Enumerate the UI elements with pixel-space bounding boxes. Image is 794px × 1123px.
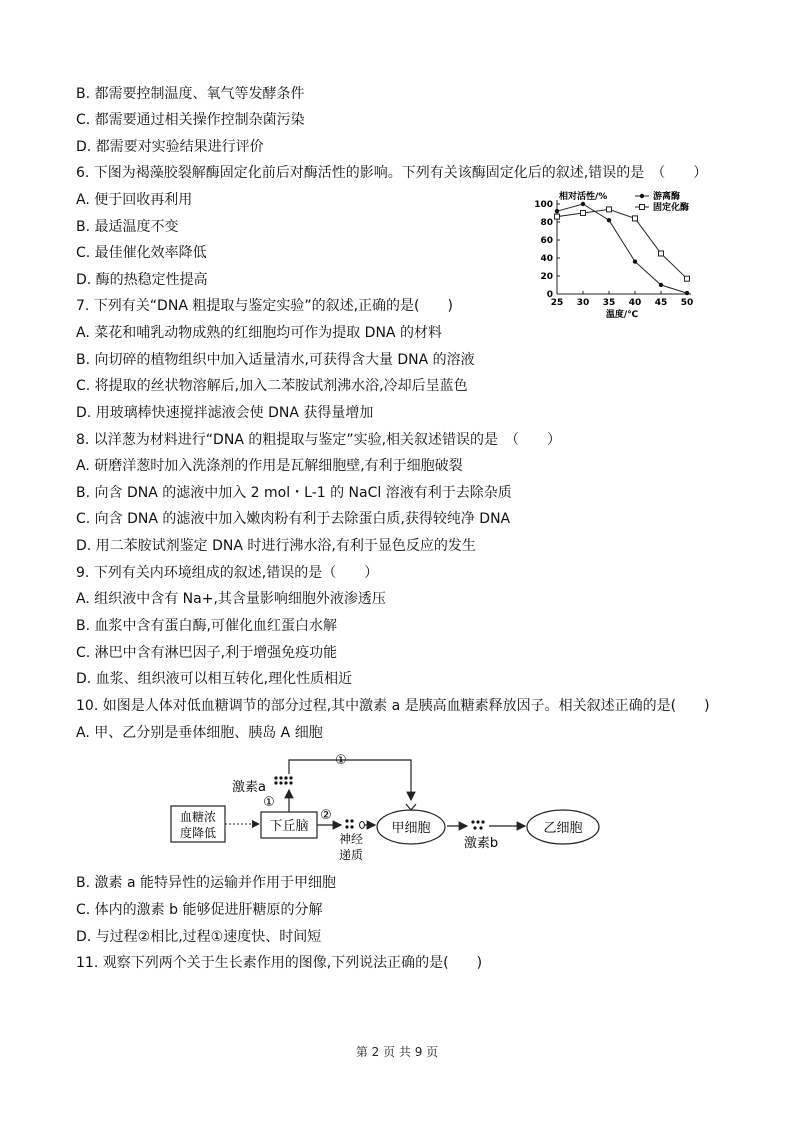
process-2-label: ②	[320, 808, 332, 823]
text-line: B. 激素 a 能特异性的运输并作用于甲细胞	[76, 875, 336, 891]
text-line: C. 都需要通过相关操作控制杂菌污染	[76, 112, 305, 128]
y-tick-label: 0	[546, 290, 553, 300]
text-line: 9. 下列有关内环境组成的叙述,错误的是（ ）	[76, 565, 379, 581]
data-point	[633, 259, 637, 263]
x-tick-label: 50	[680, 298, 694, 308]
data-point	[607, 207, 612, 212]
legend-marker	[640, 194, 644, 198]
text-line: A. 菜花和哺乳动物成熟的红细胞均可作为提取 DNA 的材料	[76, 325, 442, 341]
series-line	[557, 209, 687, 278]
y-tick-label: 60	[540, 236, 553, 246]
data-point	[555, 214, 560, 219]
legend-marker	[640, 205, 645, 210]
data-point	[659, 251, 664, 256]
x-tick-label: 40	[628, 298, 642, 308]
y-tick-label: 40	[540, 254, 553, 264]
text-line: B. 向切碎的植物组织中加入适量清水,可获得含大量 DNA 的溶液	[76, 352, 475, 368]
text-line: B. 都需要控制温度、氧气等发酵条件	[76, 86, 305, 102]
text-line: A. 组织液中含有 Na+,其含量影响细胞外液渗透压	[76, 591, 386, 607]
page-footer: 第 2 页 共 9 页	[355, 1045, 439, 1059]
text-line: 7. 下列有关“DNA 粗提取与鉴定实验”的叙述,正确的是( )	[76, 298, 453, 314]
x-tick-label: 35	[602, 298, 616, 308]
cell-a-label: 甲细胞	[391, 821, 431, 836]
x-axis-label: 温度/℃	[605, 310, 639, 320]
text-line: C. 向含 DNA 的滤液中加入嫩肉粉有利于去除蛋白质,获得较纯净 DNA	[76, 511, 511, 527]
neurotransmitter-label-2: 递质	[338, 848, 364, 862]
text-line: 8. 以洋葱为材料进行“DNA 的粗提取与鉴定”实验,相关叙述错误的是 （ ）	[76, 432, 562, 448]
text-line: 10. 如图是人体对低血糖调节的部分过程,其中激素 a 是胰高血糖素释放因子。相关叙述正确的是( )	[76, 698, 710, 714]
neurotransmitter-label-1: 神经	[338, 832, 364, 846]
blood-sugar-label-2: 度降低	[179, 826, 217, 840]
blood-sugar-diagram	[165, 748, 605, 863]
text-line: C. 将提取的丝状物溶解后,加入二苯胺试剂沸水浴,冷却后呈蓝色	[76, 378, 468, 394]
data-point	[659, 283, 663, 287]
series-line	[557, 204, 687, 293]
x-tick-label: 45	[654, 298, 668, 308]
text-line: D. 酶的热稳定性提高	[76, 272, 208, 288]
text-line: C. 最佳催化效率降低	[76, 245, 207, 261]
hormone-a-dots	[274, 776, 292, 784]
y-tick-label: 80	[540, 218, 553, 228]
text-line: D. 都需要对实验结果进行评价	[76, 139, 264, 155]
process-1-top-label: ①	[335, 753, 347, 768]
hormone-b-label: 激素b	[463, 836, 499, 851]
text-line: D. 用玻璃棒快速搅拌滤液会使 DNA 获得量增加	[76, 405, 374, 421]
neurotransmitter-dots	[345, 819, 353, 828]
data-point	[607, 218, 611, 222]
legend-label: 游离酶	[653, 192, 681, 202]
data-point	[685, 276, 690, 281]
text-line: A. 甲、乙分别是垂体细胞、胰岛 A 细胞	[76, 725, 323, 741]
blood-sugar-label-1: 血糖浓	[179, 810, 217, 824]
process-1-side-label: ①	[263, 795, 275, 810]
x-tick-label: 30	[576, 298, 590, 308]
enzyme-activity-chart	[527, 190, 717, 325]
text-line: 11. 观察下列两个关于生长素作用的图像,下列说法正确的是( )	[76, 955, 483, 971]
cell-b-label: 乙细胞	[543, 821, 583, 836]
synapse-icon	[360, 822, 365, 829]
text-line: D. 与过程②相比,过程①速度快、时间短	[76, 929, 322, 945]
text-line: A. 便于回收再利用	[76, 192, 193, 208]
data-point	[581, 202, 585, 206]
hormone-a-label: 激素a	[232, 780, 266, 795]
text-line: D. 用二苯胺试剂鉴定 DNA 时进行沸水浴,有利于显色反应的发生	[76, 538, 476, 554]
y-tick-label: 20	[540, 272, 553, 282]
data-point	[685, 291, 689, 295]
text-line: A. 研磨洋葱时加入洗涤剂的作用是瓦解细胞壁,有利于细胞破裂	[76, 458, 463, 474]
process-1-path	[289, 760, 411, 800]
x-tick-label: 25	[550, 298, 564, 308]
legend-label: 固定化酶	[653, 203, 690, 213]
receptor-icon	[406, 804, 416, 810]
text-line: 6. 下图为褐藻胶裂解酶固定化前后对酶活性的影响。下列有关该酶固定化后的叙述,错误的是 （ ）	[76, 165, 708, 181]
text-line: C. 体内的激素 b 能够促进肝糖原的分解	[76, 902, 323, 918]
text-line: B. 血浆中含有蛋白酶,可催化血红蛋白水解	[76, 618, 337, 634]
text-line: B. 最适温度不变	[76, 219, 179, 235]
data-point	[555, 209, 559, 213]
y-tick-label: 100	[534, 200, 553, 210]
y-axis-label: 相对活性/%	[559, 192, 608, 202]
data-point	[581, 211, 586, 216]
data-point	[633, 216, 638, 221]
text-line: C. 淋巴中含有淋巴因子,利于增强免疫功能	[76, 645, 338, 661]
hypothalamus-label: 下丘脑	[269, 819, 309, 834]
text-line: B. 向含 DNA 的滤液中加入 2 mol・L-1 的 NaCl 溶液有利于去除杂质	[76, 485, 512, 501]
hormone-b-dots	[471, 820, 484, 829]
text-line: D. 血浆、组织液可以相互转化,理化性质相近	[76, 671, 353, 687]
